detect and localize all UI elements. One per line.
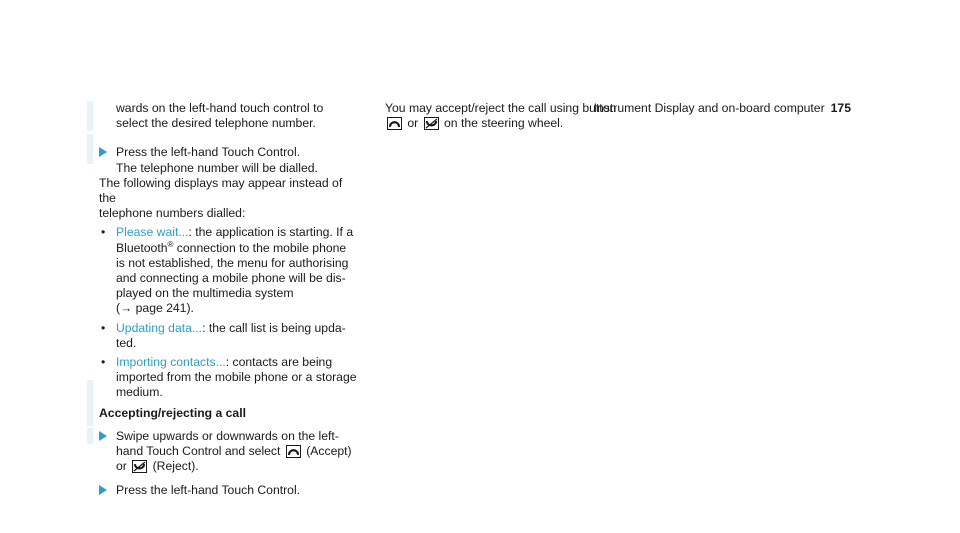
step-bar [87,428,93,444]
text-line: Swipe upwards or downwards on the left- [116,428,339,443]
phone-reject-icon [132,460,147,473]
step-bar [87,101,93,131]
page-number: 175 [830,101,851,115]
text-line: is not established, the menu for authorising [116,255,349,270]
bullet: • [101,225,106,240]
bullet: • [101,355,106,370]
right-column [385,101,647,131]
phone-accept-icon [387,117,402,130]
text-span: connection to the mobile phone [173,240,347,255]
header-title: Instrument Display and on-board computer [593,101,825,115]
list-item [99,225,361,316]
step-arrow-icon [99,485,107,495]
text-line: medium. [116,385,163,400]
text-span: or [116,459,127,474]
step [99,483,361,498]
text-span: : the application is starting. If a [188,225,354,240]
step [99,145,361,175]
text-span: hand Touch Control and select [116,444,281,459]
text-line: ted. [116,335,137,350]
text-span: Bluetooth [116,240,168,255]
step-arrow-icon [99,147,107,157]
text-line: Press the left-hand Touch Control. [116,483,301,498]
continued-step [99,101,361,131]
page-reference: (→ page 241). [116,301,194,316]
text-span: : the call list is being upda- [202,320,346,335]
text-line: Press the left-hand Touch Control. [116,145,301,160]
text-span: : contacts are being [225,355,333,370]
list-item [99,355,361,401]
text-span: on the steering wheel. [444,116,564,131]
step-bar [87,380,93,426]
display-message: Please wait... [116,225,189,240]
display-message: Updating data... [116,320,203,335]
list-item [99,321,361,351]
text-span: or [407,116,419,131]
text-span: (Accept) [306,444,352,459]
display-message: Importing contacts... [116,355,226,370]
left-column [99,101,361,499]
text-span: (Reject). [152,459,199,474]
phone-reject-icon [424,117,439,130]
section-heading: Accepting/rejecting a call [99,405,246,420]
step [99,429,361,475]
text-line: and connecting a mobile phone will be dis- [116,271,346,286]
text-line: The following displays may appear instead of the [99,175,343,206]
phone-accept-icon [286,445,301,458]
text-line: You may accept/reject the call using button [385,101,617,115]
text-line: The telephone number will be dialled. [116,160,318,175]
text-line: wards on the left-hand touch control to [116,101,324,115]
step-arrow-icon [99,431,107,441]
registered-mark: ® [167,239,174,249]
step-bar [87,134,93,164]
text-line: telephone numbers dialled: [99,206,246,221]
text-line: select the desired telephone number. [116,116,316,131]
text-line: played on the multimedia system [116,286,294,301]
bullet: • [101,320,106,335]
text-line: imported from the mobile phone or a storage [116,370,357,385]
